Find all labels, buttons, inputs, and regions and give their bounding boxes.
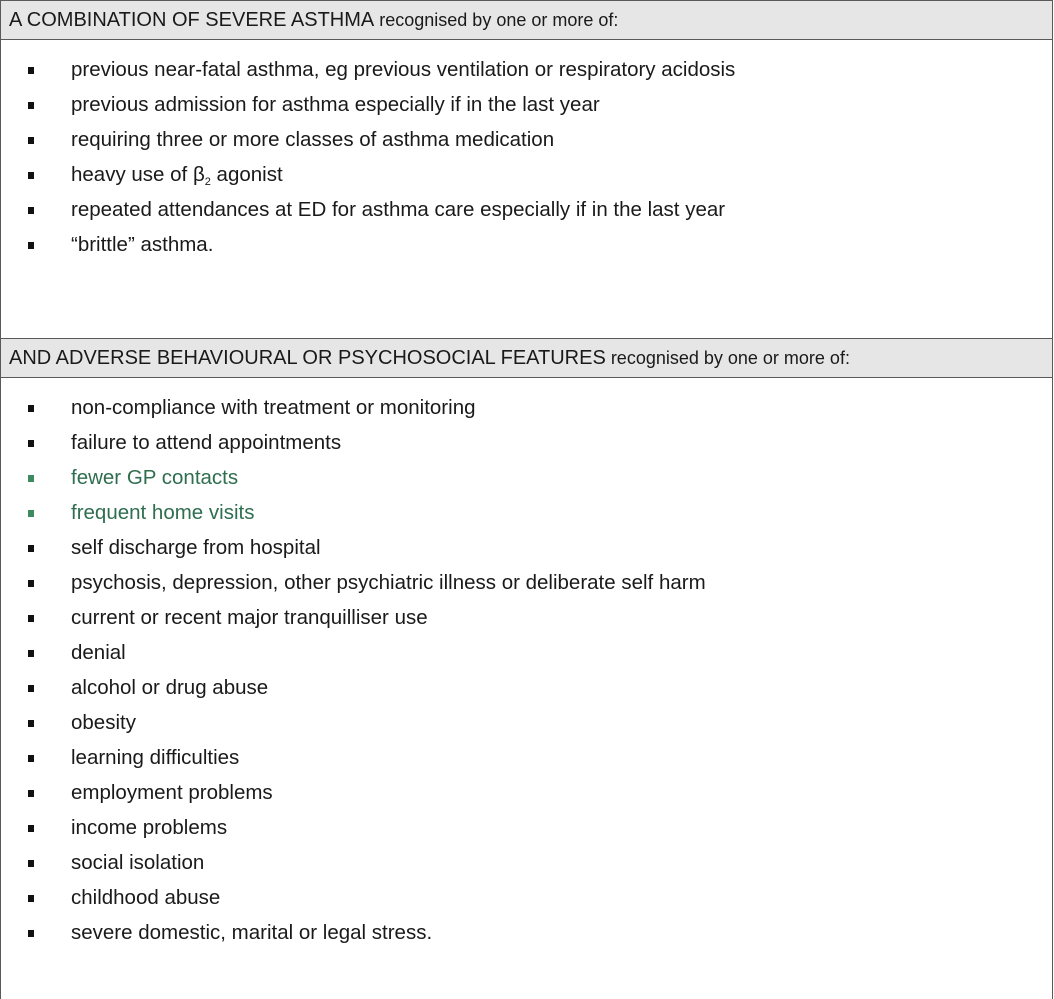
list-item — [1, 915, 1052, 950]
heading-rest: recognised by one or more of: — [374, 10, 619, 30]
list-item-text: failure to attend appointments — [71, 431, 342, 454]
list-item — [1, 157, 1052, 192]
list-item-text: frequent home visits — [71, 501, 255, 524]
list-item-text: fewer GP contacts — [71, 466, 239, 489]
square-bullet-icon — [28, 405, 34, 412]
square-bullet-icon — [28, 895, 34, 902]
list-item — [1, 530, 1052, 565]
list-item-text: alcohol or drug abuse — [71, 676, 269, 699]
list-item-text-before: heavy use of β — [71, 163, 205, 186]
list-item-text: self discharge from hospital — [71, 536, 321, 559]
list-item-text: previous admission for asthma especially if in the last year — [71, 93, 600, 116]
list-item — [1, 740, 1052, 775]
list-item-text: learning difficulties — [71, 746, 240, 769]
square-bullet-icon — [28, 545, 34, 552]
list-item — [1, 600, 1052, 635]
square-bullet-icon — [28, 102, 34, 109]
heading-caps: A COMBINATION OF SEVERE ASTHMA — [9, 9, 375, 31]
list-item — [1, 845, 1052, 880]
list-item-text: “brittle” asthma. — [71, 233, 214, 256]
square-bullet-icon — [28, 475, 34, 482]
square-bullet-icon — [28, 930, 34, 937]
list-item-text: social isolation — [71, 851, 205, 874]
list-item-text: current or recent major tranquilliser use — [71, 606, 428, 629]
list-item — [1, 52, 1052, 87]
section-heading-severe-asthma — [1, 0, 1052, 40]
list-item — [1, 87, 1052, 122]
list-item — [1, 880, 1052, 915]
list-item — [1, 227, 1052, 262]
square-bullet-icon — [28, 825, 34, 832]
list-item — [1, 810, 1052, 845]
square-bullet-icon — [28, 650, 34, 657]
list-item — [1, 425, 1052, 460]
square-bullet-icon — [28, 755, 34, 762]
list-item-text: denial — [71, 641, 126, 664]
list-item-highlighted — [1, 495, 1052, 530]
square-bullet-icon — [28, 137, 34, 144]
square-bullet-icon — [28, 172, 34, 179]
list-item-text: income problems — [71, 816, 228, 839]
list-item — [1, 390, 1052, 425]
list-item — [1, 122, 1052, 157]
heading-caps: AND ADVERSE BEHAVIOURAL OR PSYCHOSOCIAL FEATURES — [9, 347, 606, 369]
square-bullet-icon — [28, 67, 34, 74]
heading-rest: recognised by one or more of: — [605, 348, 850, 368]
square-bullet-icon — [28, 440, 34, 447]
square-bullet-icon — [28, 685, 34, 692]
list-item-text: obesity — [71, 711, 136, 734]
list-item — [1, 192, 1052, 227]
square-bullet-icon — [28, 790, 34, 797]
list-item — [1, 705, 1052, 740]
section-heading-psychosocial — [1, 338, 1052, 378]
list-item-text: psychosis, depression, other psychiatric illness or deliberate self harm — [71, 571, 706, 594]
subscript: 2 — [204, 176, 211, 188]
list-item — [1, 565, 1052, 600]
list-item-text-after: agonist — [210, 163, 283, 186]
square-bullet-icon — [28, 720, 34, 727]
square-bullet-icon — [28, 860, 34, 867]
list-item-text: non-compliance with treatment or monitoring — [71, 396, 476, 419]
list-item — [1, 775, 1052, 810]
list-item — [1, 670, 1052, 705]
square-bullet-icon — [28, 242, 34, 249]
list-item — [1, 635, 1052, 670]
square-bullet-icon — [28, 580, 34, 587]
severe-asthma-list — [1, 40, 1052, 338]
list-item-text: previous near-fatal asthma, eg previous ventilation or respiratory acidosis — [71, 58, 736, 81]
list-item-text: childhood abuse — [71, 886, 221, 909]
list-item-highlighted — [1, 460, 1052, 495]
list-item-text: requiring three or more classes of asthma medication — [71, 128, 555, 151]
square-bullet-icon — [28, 615, 34, 622]
square-bullet-icon — [28, 510, 34, 517]
list-item-text: employment problems — [71, 781, 273, 804]
psychosocial-list — [1, 378, 1052, 950]
list-item-text: repeated attendances at ED for asthma care especially if in the last year — [71, 198, 726, 221]
list-item-text: severe domestic, marital or legal stress. — [71, 921, 433, 944]
square-bullet-icon — [28, 207, 34, 214]
